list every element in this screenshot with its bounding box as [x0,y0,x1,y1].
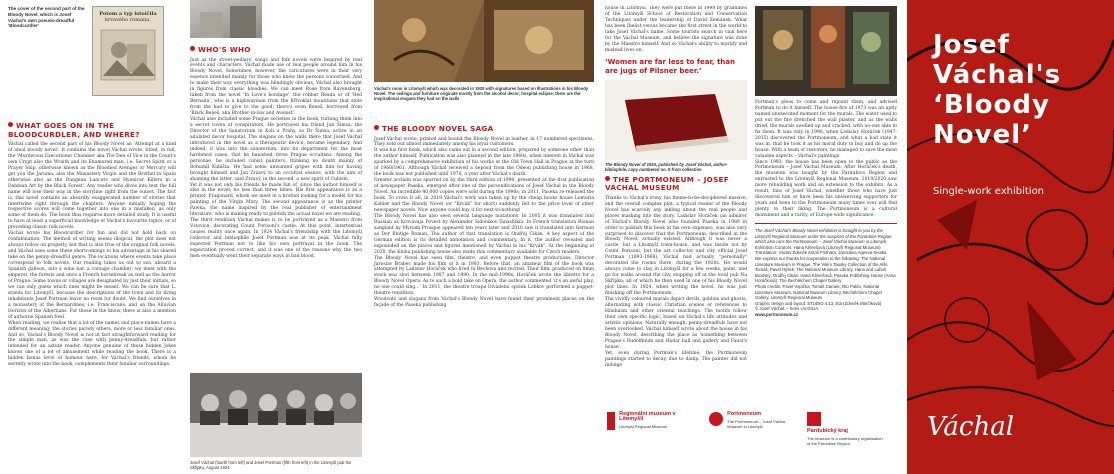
book-photo-caption: The Bloody Novel of 1924, published by Josef Váchal, author-bibliophile, copy numbered no. 9 from collection [605,161,728,172]
paragraph: Váchal wrote his Bloodcurdler for fun and did not hold back on confabulation. The method of writing seems illogical, the plot does not always follow on properly, but that is also true of the original folk novels, and Váchal uses some these shortcomings to his advantage in his shared take on the penny-dreadful genre. The locations where events take place correspond to folk novels. Our reading takes us out to sea, aboard a Spanish galleon, into a wine bar, a corsage chamber; we meet with the emperor, the forests and once a French horsebreak as well as the horror of Prague. Some towns or villages are designated by just their initials, so we can only guess which ones might be meant. We can be sure that L. stands for Litomyšl, because the descriptions of the town and its living inhabitants Josef Portman leave no room for doubt. We find ourselves in a monastery of the Bernardines, i.e. Franciscans, and on the Alluvian Horizon of the Albertians. For those in the know, there is also a mention of airborne Spanish fowl. [8,231,176,320]
pub-photo [190,373,362,457]
section-title-portmoneum: THE PORTMONEUM – JOSEF VÁCHAL MUSEUM [605,174,729,193]
pub-photo-caption: Josef Váchal (fourth from left) and Josef Portman (fifth from left) in the Litomyšl pub Na Skřipku, August 1924 [190,460,351,470]
info-line: We express our thanks for cooperation to the following: The National Literature Museum in Prague, The Vilém Tausky Collection of the Alšs Tomáš, Pavel Hýsek; The National Museum Library, Hana and Luboš Brodský, Ondřej Cikán, Hana Klimešová, Paseka Publishing House (Anna Horáčková); The Bechtěchem Chapel Gallery [755,256,896,284]
intro-paragraph: house in Litomyšl. They were put there in 1998 by graduates of the Litomyšl School of Restoration and Conservation Techniques under the leadership of David Zemánek. What has been Ibelist versus became the first street in the world to take Josef Váchal's name. Some tourists search in vain here for the Váchal Museum, and believe the signature was done by the Maestro himself. And so Váchal's ability to mystify and mislead lives on. [605,6,747,53]
paragraph: Woodcuts and slogans from Váchal's Bloody Novel have found their prominent places on the façade of the Paseka publishing [374,297,594,309]
paragraph: Váchal also included some Prague societies in the book, turning them into a secret coven of conspirators. He portrayed his friend Jan Šimsa, the Director of the Sanatorium in Kolí u Prahy, as Dr Šimsa, active in an adulated decor hospital. The slogans on the walls there that Josef Váchal introduced in the novel as a therapeutic device, became legendary. And indeed, it was into the sanatorium, into its department for the most hardened cases, that he banished three Prague occultists. Among the personae, he included cubist painters, thinking no doubt mainly of Bohumil Kubišta. He had some unwanted gripes with him for having brought himself and Jan Zrzavý to an occultist séance, with the aim of shaming the latter, said Zrzavý, in the second, a new spirit of Cubism. [190,117,362,182]
paragraph: The Bloody Novel has also seen several language mutations. In 2005 it was translated into Russian as Krovavaja Povest by Alexander Sidonikov-Tanashikia. In French translation Roman sanglant by Myriam Prosque appeared ten years later and 2010 saw it translated into German as Der Blutige Roman. The author of that translation is Ondřej Cikán. A key aspect of the German edition is its detailed annotation and commentary. In it, the author revealed and expounded on the places and figures mentioned by Váchal in his "Krvák". At the beginning of 2020, the Kniha publishing house also made this commentary available for Czech readers. [374,213,594,255]
paragraph: The vividly coloured murals depict devils, goblins and ghosts, alternating with classic Christian scenes or references to Hinduism and other oriental teachings. The motifs follow their own specific logic, based on Váchal's life attitudes and artistic opinions. Naturally enough, penny-dreadfuls have not been overlooked. Váchal himself wrote about the house in his Bloody Novel, describing the place as 'something between Prague's Rudolfinum and Hadar ball and gallery and Faust's house'. [605,297,747,350]
paragraph: When reading, we realise that a lot of the names and place-names have a different meaning; the stories parody others, more or less familiar ones. And so, Váchal's Bloody Novel is not in fact straightforward reading for the simple man, as was the case with penny-dreadfuls, but rather intended for an astute reader. Anyone genuine of those hidden jokes knows one of a lot of amusement while reading the book. There is a hidden bonus level of humour here, for Váchal's friends, whom he secretly wrote into the book, complements their familiar surroundings. [8,320,176,368]
exhibition-title: Josef Váchal's ‘Bloody Novel’ [933,30,1062,150]
paragraph: Yet it was not only his friends he made fun of, since the author himself is also in the novel; no less than three times. His first appearance is as a printer, Fragonard, whom we meet in a brothel looking for a model for his painting of the Virgin Mary. The second appearance is as the printer Pawka, the name inspired by the real publisher of entertainment literature, who is making ready to publish the actual novel we are reading. [190,182,362,218]
divider [755,223,897,224]
panel-portmoneum [603,0,905,474]
mural-photo [755,6,897,96]
paragraph: Yet, even during Portman's lifetime, the Portmoneum paintings started to decay, due to damp. The painter did not indulge [605,350,747,368]
cover-caption: The cover of the second part of the Bloody Novel, which is Josef Váchal's own pseudo-dreadful ‘Bloodcurdler’ [8,6,85,29]
paragraph: The third rendition Váchal makes is to be portrayed as a Maestro from Vstovice, decorating Count Porisoni's castle. At this point, intertextual causes reality once again. In 1924 Váchal's friendship with the Litomyšl collector and bibliophile Josef Portman was at its peak. Váchal fully expected Portman not to like his own portrayal in the book. The expectation proved correct, and it was one of the reasons why the two men eventually went their separate ways in bad blood. [190,218,362,259]
paragraph: Thanks to Váchal's irony, his theme-to-be-deciphered missive, and the overall complex plot, a typical reader of the Bloody Novel has scarcely any inkling about the real people and places masking into the story. Ladislav Horáček (an admirer of Váchal's Bloody Novel who founded Paseka in 1989 in order to publish this book at his own expense), was also very surprised to discover that the Portmoneum, described in the Bloody Novel, actually existed. Although it was never a castle, but a Litomyšl town-house, and was inside not by Count Porisoni, but the art collector and city official Josef Portman (1893-1968). Váchal had actually "personally" decorated the rooms there, during the 1920s. He would always come to stay in Litomyšl for a few weeks, paint, and go for walks around the city, stopping off at the local pub Na Skřipku; all of which he then used in one of his Bloody Novel plot lines. In 1924, when writing the novel, he was just finishing off the Portmoneum. [605,195,747,297]
street-photo [190,0,262,38]
book-cover-image [92,6,164,96]
cover-label-1: Potom a typ istoičila [99,11,157,17]
panel-cover [907,0,1114,474]
info-line: © Josef Váchal, – heirs c/o DILIA [755,306,819,312]
paragraph: Greater acclaim was spurred on by the third edition of 1990, presented at the first publication of newspaper Paseka, emerged after one of the personifications of Josef Váchal in the Bloody Novel. An incredible 40,000 copies were sold during the 1990s; in 2011, Paseka re-released the book. To cross it all, in 2019 Váchal's work was taken up by the cheap books house Lemuria Kahler and the Bloody Novel (or "Krvák" for short) suddenly fell to the price level of other newspaper novels. Now anyone could buy it for next-to-nothing! [374,178,594,213]
logo-regional-museum [607,412,697,470]
info-line: Translation: Václav Zdeněk Antoš Frishara; Jaroslava Ageeva-Sisaka [755,250,887,256]
logo-portmoneum [709,412,799,470]
section-title-saga: THE BLOODY NOVEL SAGA [374,125,594,134]
panel-what-goes-on [0,0,182,474]
paragraph: Portman's pleas to come and repaint them, and advised Portman to do it himself. The house fire of 1973 was an aptly named unexecuted moment for the murals. The water used to put out the fire drenched the wall plaster, and as the walls dried, the murals swelled up and cracked, with no-one able to fix them. It was only in 1998, when Ladislav Horáček (1947-2015) discovered the Portmoneum, and what a bad state it was in, that he took it as his moral duty to buy and do up the house. With a team of restorers, he managed to save the most valuable aspects – Váchal's paintings. [755,100,897,159]
pull-quote: ‘Women are far less to fear, than are jugs of Pilsner beer.’ [605,57,736,75]
panel-saga [369,0,599,474]
paragraph: Josef Váchal wrote, printed and bound the Bloody Novel in leather, in 17 numbered specimens. They sold out almost immediately among his loyal customers. [374,136,594,148]
room-photo-caption: Váchal's room in Litomyšl which was decorated in 1920 with signatures based on Illustrations in his Bloody Novel. The ceilings and furniture originate mostly from the alcohol decor; hospital eclipse; there are the inspirational slogans they had on the walls [374,86,589,102]
book-photo [605,80,747,160]
panel-whos-who [185,0,367,474]
cover-label-2: krvavého románu. [105,17,151,23]
logo-name: Pardubický kraj [807,428,848,434]
paragraph: The Bloody Novel has seen film, theatre, and even puppet theatre productions. Director Jaroslav Brabec made his film of it in 1993. Before that, an amateur film of the book was attempted by Ladislav Horáček who lived in Bechova and recited. Their film, produced on 8mm stock was shot between 1987 and 1990. In the mid-1990s, Horáček wrote the libretto for a Bloody Novel Opera. As to such a bold take on Opera, the author commented 'it's an awful play, no one could sing...' In 2011, the theatre troupe Divadelní spolek Lobkov performed a puppet-theatre rendition. [374,255,594,297]
info-line: Graphic design and layout: STUDIO 4.13, Eta (Zdeněk Marčíková) [755,300,882,306]
info-line: Photo credits: Pavel Vopička, Tomáš Caruek, Oto Palán, National Literature Museum, National Museum Library, Bechtěchem Chapel Gallery, Litomyšl Regional Museum [755,284,882,301]
section-title-what-goes-on: WHAT GOES ON IN THE BLOODCURDLER, AND WHERE? [8,121,140,139]
paragraph: Váchal called the second part of his Bloody Novel an 'Attempt at a kind of ideal bloody novel'. It contains the novel Váchal wrote, titled, in full, the 'Murderous Executioner Chamber aka The Den of Vice in the Count's own Crypt also the Wraith and its Enamored man, i.e. Secret Spirit or a Prayer Ship, otherwise known as the Bloodied Avenger or Mercury will get you the Jaruma, also the Monastery Virgin and the Brothel in Spain otherwise also as the Dungeon Lancers and Hyenicar Killers in a Dantean Art by the Black Forest'. Any reader who dives into text the full name will lose their way in the storyline right from the outset. The fact is, this novel contains an absurdly exaggerated number of stories that intertwine right through the chapters. Anyone initially hoping the respective scores will come together into one in a mistaken, as only some of them do. The book thus requires more detailed study. It is useful to have at least a superficial knowledge of Váchal's favourite topics, or of preceding classic folk novels. [8,142,176,231]
logo-strip [603,412,905,472]
logo-sub: The museum is a contributory organisation of the Pardubice Region [807,436,883,446]
info-line: The Josef Váchal's Bloody Novel exhibition is brought to you by the Litomyšl Regional Museum under the auspices of the Pardubice Region, which also runs the Portmoneum – Josef Váchal Museum in Litomyšl. [755,228,893,245]
website-link[interactable]: www.portmoneum.cz [755,311,799,317]
vachal-signature: Váchal [927,412,1015,442]
room-photo [374,0,594,82]
logo-name: Regionální muzeum v Litomyšli [619,411,676,422]
info-line: Exhibition Curators: Hana Klimešová (Litomyšl Regional Museum) [755,244,881,250]
logo-pardubice-region [807,412,897,470]
logo-sub: The Portmoneum – Josef Váchal Museum in Litomyšl [727,419,786,429]
section-title-whos-who: WHO'S WHO [190,46,362,55]
exhibition-subtitle: Single-work exhibition [933,186,1045,197]
cover-illustration [97,26,159,86]
paragraph: Just as the street-pedlars' songs and folk novels were inspired by real events and characters, Váchal made use of real people around him in his Bloody Novel. Sometimes, however, the caricatures were in their very essence intended mainly for those who knew the persons concerned. And to make their way everything was blindingly obvious, Váchal also brought in figures from classic bloodies. We can meet Rose from Ravensburg, taken from the novel 'In Love's bondage', the robber Reada or of 'Red Bernada', who is a highwayman from the Křivoklát mountains that stole from the bad to give to the good; there's even Beneš, borrowed from 'Black Beneš, aka Brother-in-law and Avenist'. [190,57,362,117]
logo-name: Portmoneum [727,411,762,417]
logo-sub: Litomyšl Regional Museum [619,424,668,429]
paragraph: Since 1993, the house has been open to the public as the Portmoneum – Josef Váchal Museum. After Horáček's death, the museum was bought by the Pardubice Region and entrusted to the Litomyšl Regional Museum. 2019/2020 saw more rebuilding work and an extension to the exhibits. As a result, fans of Josef Váchal, whether those who have just discovered him or have been his unswerving supporters for years and been to the Portmoneum many times over will find plenty to their liking. The Portmoneum is a cultural monument and a rarity, of Europe-wide significance. [755,159,897,219]
paragraph: It was his first book, which also came out in a second edition, prepared by someone other than the author himself. Publication was also planned in the late 1960s, when interest in Váchal was sparked by a comprehensive exhibition of his works at the Old Town Hall in Prague at the turn of 1960/1961. Although Váchal received a deposit from the Odeon publishing house in 1968, the book was not published until 1970, a year after Váchal's death. [374,148,594,178]
